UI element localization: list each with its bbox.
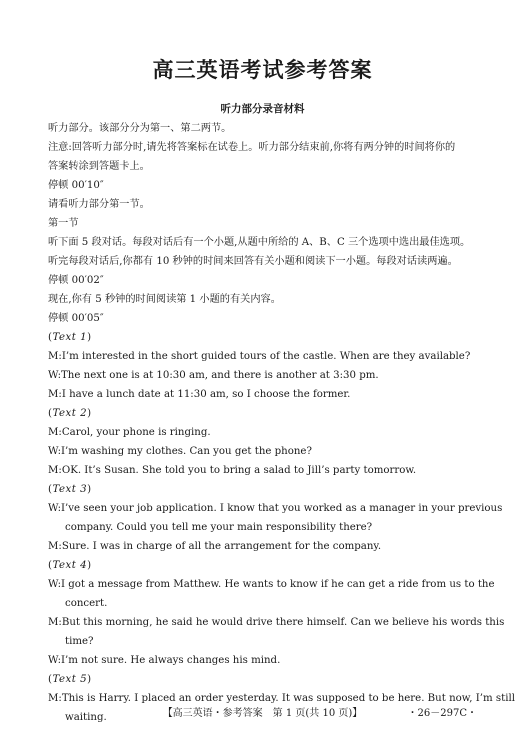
instruction-line: 现在,你有 5 秒钟的时间阅读第 1 小题的有关内容。 xyxy=(48,294,281,305)
instruction-line: 注意:回答听力部分时,请先将答案标在试卷上。听力部分结束前,你将有两分钟的时间将你的 xyxy=(48,142,456,153)
footer-page-info: 【高三英语・参考答案 第 1 页(共 10 页)】 xyxy=(162,708,363,719)
section-heading: 第一节 xyxy=(48,218,79,229)
dialogue-label-text: Text 3 xyxy=(52,484,88,495)
dialogue-line: waiting. xyxy=(65,712,107,723)
instruction-line: 听下面 5 段对话。每段对话后有一个小题,从题中所给的 A、B、C 三个选项中选出最佳选项。 xyxy=(48,237,471,248)
dialogue-label: (Text 2) xyxy=(48,408,92,419)
dialogue-list xyxy=(48,328,516,727)
dialogue-line: W:I’ve seen your job application. I know that you worked as a manager in your previous xyxy=(48,503,503,514)
transcript-body xyxy=(48,119,516,727)
dialogue-label: (Text 3) xyxy=(48,484,92,495)
dialogue-line: concert. xyxy=(65,598,108,609)
dialogue-line: W:I’m washing my clothes. Can you get the phone? xyxy=(48,446,312,457)
dialogue-line: M:I have a lunch date at 11:30 am, so I choose the former. xyxy=(48,389,351,400)
dialogue-line: company. Could you tell me your main responsibility there? xyxy=(65,522,373,533)
dialogue-line: W:The next one is at 10:30 am, and there is another at 3:30 pm. xyxy=(48,370,379,381)
instruction-block xyxy=(48,119,480,328)
instruction-line: 听力部分。该部分分为第一、第二两节。 xyxy=(48,123,232,134)
dialogue-label-text: Text 4 xyxy=(52,560,88,571)
dialogue-line: M:I’m interested in the short guided tours of the castle. When are they available? xyxy=(48,351,471,362)
instruction-line: 请看听力部分第一节。 xyxy=(48,199,150,210)
dialogue-line: M:But this morning, he said he would drive there himself. Can we believe his words this xyxy=(48,617,505,628)
dialogue-block xyxy=(48,328,480,404)
section-subtitle: 听力部分录音材料 xyxy=(220,103,305,115)
instruction-line: 听完每段对话后,你都有 10 秒钟的时间来回答有关小题和阅读下一小题。每段对话读两遍。 xyxy=(48,256,458,267)
dialogue-line: time? xyxy=(65,636,94,647)
dialogue-line: M:Carol, your phone is ringing. xyxy=(48,427,211,438)
dialogue-line: M:This is Harry. I placed an order yesterday. It was supposed to be here. But now, I’m still xyxy=(48,693,516,704)
pause-line: 停顿 00′05″ xyxy=(48,313,104,324)
footer-code: ・26－297C・ xyxy=(407,708,477,719)
dialogue-label-text: Text 5 xyxy=(52,674,88,685)
dialogue-block xyxy=(48,556,505,670)
dialogue-label: (Text 1) xyxy=(48,332,92,343)
dialogue-label: (Text 5) xyxy=(48,674,92,685)
page-title: 高三英语考试参考答案 xyxy=(152,58,373,82)
instruction-line: 答案转涂到答题卡上。 xyxy=(48,161,150,172)
dialogue-label-text: Text 1 xyxy=(52,332,88,343)
dialogue-block xyxy=(48,404,480,480)
pause-line: 停顿 00′02″ xyxy=(48,275,104,286)
page-footer xyxy=(0,704,525,718)
dialogue-label-text: Text 2 xyxy=(52,408,88,419)
dialogue-line: W:I got a message from Matthew. He wants to know if he can get a ride from us to the xyxy=(48,579,495,590)
dialogue-label: (Text 4) xyxy=(48,560,92,571)
dialogue-line: M:OK. It’s Susan. She told you to bring a salad to Jill’s party tomorrow. xyxy=(48,465,417,476)
pause-line: 停顿 00′10″ xyxy=(48,180,104,191)
dialogue-line: W:I’m not sure. He always changes his mind. xyxy=(48,655,281,666)
dialogue-block xyxy=(48,480,503,556)
dialogue-line: M:Sure. I was in charge of all the arrangement for the company. xyxy=(48,541,382,552)
